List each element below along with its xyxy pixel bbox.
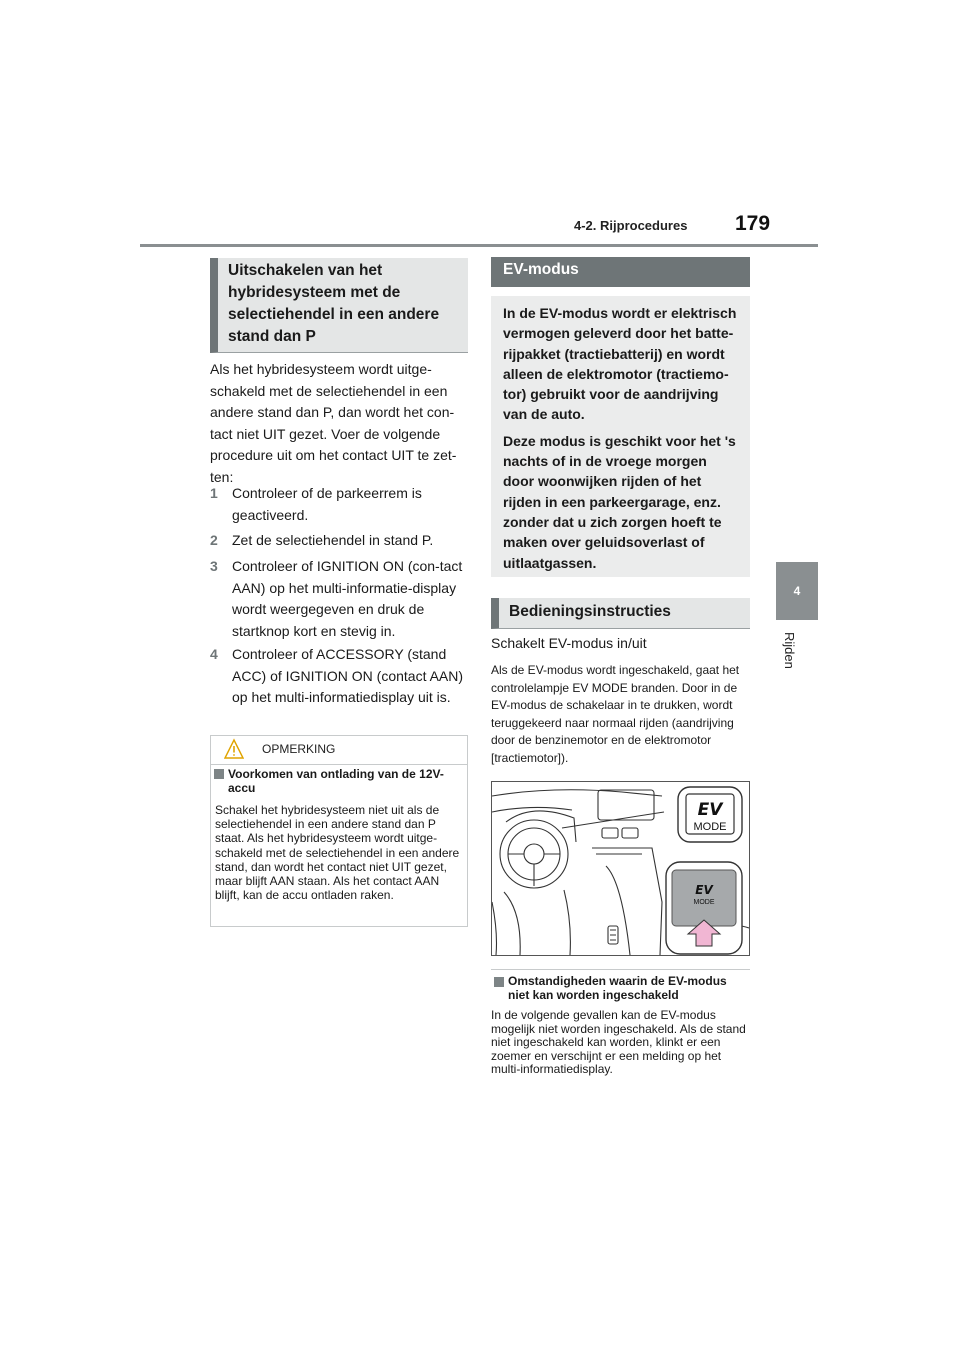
- ev-summary-paragraph-2: Deze modus is geschikt voor het 's nachts of in de vroege morgen door woonwijken rijden of het rijden in een parkeergarage, enz. zonder dat u zich zorgen hoeft te maken over geluidsoverlast of uitlaatgassen.: [503, 432, 736, 571]
- square-bullet-icon: [214, 769, 224, 779]
- switch-label: Schakelt EV-modus in/uit: [491, 635, 647, 651]
- dashboard-illustration: [491, 781, 750, 956]
- ev-summary-box: [491, 296, 750, 577]
- note-title: Voorkomen van ontlading van de 12V-accu: [228, 767, 444, 795]
- ev-badge-large-bottom: MODE: [693, 821, 727, 833]
- header-divider: [140, 244, 818, 247]
- warning-triangle-icon: [224, 738, 244, 760]
- note-divider: [210, 764, 468, 765]
- step-number: 4: [210, 646, 218, 662]
- note-label: OPMERKING: [262, 742, 336, 756]
- section-title: 4-2. Rijprocedures: [574, 218, 688, 233]
- ev-badge-small-bottom: MODE: [693, 899, 715, 906]
- section-heading-ev-mode: EV-modus: [491, 257, 750, 287]
- ev-summary-paragraph-1: In de EV-modus wordt er elektrisch vermogen geleverd door het batte-rijpakket (tractiebatterij) en wordt alleen de elektromotor (tractiemo-tor) gebruikt voor de aandrijving van de auto.: [503, 305, 737, 423]
- note-body: Schakel het hybridesysteem niet uit als de selectiehendel in een andere stand dan P staat. Als het hybridesysteem wordt uitge-schakeld met de selectiehendel in een andere stand, dan wordt het contact niet UIT gezet, maar blijft AAN staan. Als het contact AAN blijft, kan de accu ontladen raken.: [215, 803, 460, 903]
- step-text: Controleer of de parkeerrem is geactiveerd.: [232, 485, 422, 523]
- step-2: [210, 530, 468, 552]
- page-number: 179: [735, 212, 771, 235]
- ev-badge-large-top: EV: [697, 800, 723, 820]
- conditions-title: Omstandigheden waarin de EV-modus niet kan worden ingeschakeld: [508, 974, 727, 1002]
- intro-paragraph: Als het hybridesysteem wordt uitge-schakeld met de selectiehendel in een andere stand dan P, dan wordt het con-tact niet UIT gezet. Voer de volgende procedure uit om het contact UIT te zet-ten:: [210, 361, 457, 485]
- step-4: [210, 644, 468, 709]
- ev-mode-switch-zoom: [666, 862, 742, 954]
- conditions-body: In de volgende gevallen kan de EV-modus mogelijk niet worden ingeschakeld. Als de stand niet ingeschakeld kan worden, klinkt er een zoemer en verschijnt er een melding op het multi-informatiedisplay.: [491, 1008, 746, 1077]
- step-3: [210, 556, 468, 642]
- step-number: 1: [210, 485, 218, 501]
- ev-mode-badge-large: [678, 787, 742, 842]
- dashboard-drawing: [492, 782, 749, 955]
- step-text: Controleer of ACCESSORY (stand ACC) of IGNITION ON (contact AAN) op het multi-informatiedisplay uit is.: [232, 646, 464, 705]
- step-1: [210, 483, 468, 526]
- section-heading-instructions: Bedieningsinstructies: [491, 598, 750, 629]
- ev-badge-small-top: EV: [695, 883, 713, 897]
- chapter-label: Rijden: [782, 632, 797, 669]
- chapter-tab: 4: [776, 562, 818, 620]
- square-bullet-icon: [494, 977, 504, 987]
- step-number: 2: [210, 532, 218, 548]
- conditions-divider: [491, 969, 750, 970]
- step-text: Zet de selectiehendel in stand P.: [232, 532, 434, 548]
- switch-description: Als de EV-modus wordt ingeschakeld, gaat het controlelampje EV MODE branden. Door in de EV-modus de schakelaar in te drukken, wordt teruggekeerd naar normaal rijden (aandrijving door de benzinemotor en de elektromotor [tractiemotor]).: [491, 663, 740, 765]
- step-number: 3: [210, 558, 218, 574]
- step-text: Controleer of IGNITION ON (con-tact AAN) op het multi-informatie-display wordt weergegeven en druk de startknop kort en stevig in.: [232, 558, 463, 639]
- section-heading-shutdown: Uitschakelen van het hybridesysteem met de selectiehendel in een andere stand dan P: [210, 258, 468, 353]
